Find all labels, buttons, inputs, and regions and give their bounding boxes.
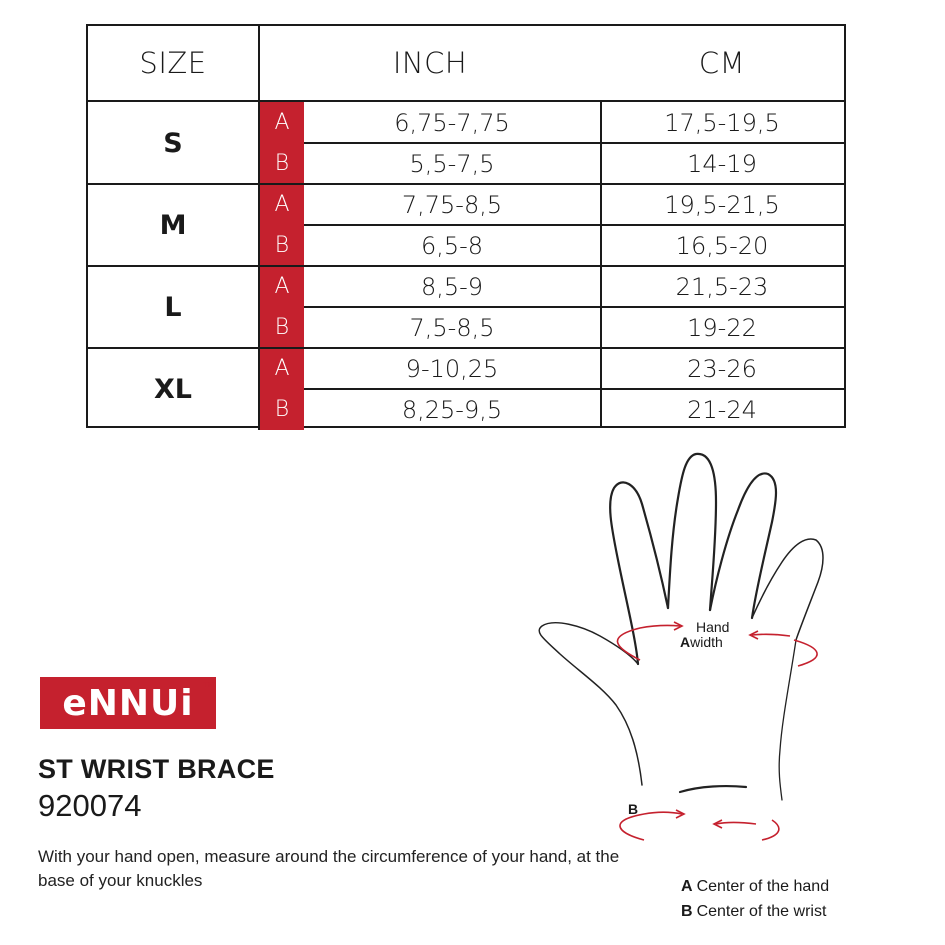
- legend-letter: B: [681, 903, 693, 920]
- cm-value: 19-22: [687, 313, 757, 342]
- row-divider: [304, 306, 844, 308]
- cm-value: 19,5-21,5: [664, 190, 780, 219]
- tag-a: A: [260, 184, 304, 225]
- logo-text: eNNUi: [62, 682, 194, 724]
- diagram-legend: [681, 874, 829, 924]
- cm-value: 21-24: [687, 395, 757, 424]
- inch-value: 8,5-9: [420, 272, 484, 301]
- row-divider: [304, 388, 844, 390]
- cm-value: 17,5-19,5: [664, 108, 780, 137]
- legend-item: [681, 874, 829, 899]
- legend-letter: A: [681, 878, 693, 895]
- tag-b: B: [260, 389, 304, 430]
- hand-label-line1: Hand: [696, 619, 730, 635]
- row-divider: [304, 224, 844, 226]
- cm-value: 23-26: [687, 354, 757, 383]
- product-code: 920074: [38, 788, 142, 823]
- brand-logo: [40, 677, 216, 729]
- tag-b: B: [260, 225, 304, 266]
- inch-value: 7,5-8,5: [409, 313, 495, 342]
- inch-value: 8,25-9,5: [401, 395, 503, 424]
- row-divider: [304, 142, 844, 144]
- table-header-row: [88, 26, 844, 102]
- tag-a: A: [260, 102, 304, 143]
- cm-value: 21,5-23: [675, 272, 769, 301]
- size-label: L: [88, 266, 260, 348]
- hand-outline-icon: [520, 440, 850, 860]
- legend-text: Center of the hand: [696, 878, 830, 895]
- legend-text: Center of the wrist: [696, 903, 827, 920]
- wrist-marker-label: B: [628, 801, 639, 817]
- inch-value: 6,75-7,75: [394, 108, 510, 137]
- legend-item: [681, 899, 829, 924]
- cm-value: 16,5-20: [675, 231, 769, 260]
- header-cm: CM: [698, 46, 746, 80]
- size-chart-table: [86, 24, 846, 428]
- inch-value: 7,75-8,5: [401, 190, 503, 219]
- inch-value: 6,5-8: [420, 231, 484, 260]
- product-name: ST WRIST BRACE: [38, 754, 275, 784]
- hand-label-letter: A: [680, 634, 691, 650]
- cm-value: 14-19: [687, 149, 757, 178]
- tag-a: A: [260, 266, 304, 307]
- tag-b: B: [260, 143, 304, 184]
- group-divider: [88, 183, 844, 185]
- tag-a: A: [260, 348, 304, 389]
- column-divider: [600, 102, 602, 426]
- inch-value: 9-10,25: [405, 354, 499, 383]
- table-body: [88, 102, 844, 426]
- hand-label-line2: width: [690, 634, 723, 650]
- size-label: M: [88, 184, 260, 266]
- hand-width-label: [680, 620, 729, 650]
- size-label: S: [88, 102, 260, 184]
- group-divider: [88, 265, 844, 267]
- inch-value: 5,5-7,5: [409, 149, 495, 178]
- header-size: SIZE: [88, 26, 260, 100]
- size-label: XL: [88, 348, 260, 430]
- measuring-instructions: With your hand open, measure around the circumference of your hand, at the base of your knuckles: [38, 847, 620, 890]
- header-inch: INCH: [392, 46, 468, 80]
- group-divider: [88, 347, 844, 349]
- trademark-mark: TM: [204, 681, 215, 689]
- tag-b: B: [260, 307, 304, 348]
- measure-arrow-icon: [617, 619, 817, 840]
